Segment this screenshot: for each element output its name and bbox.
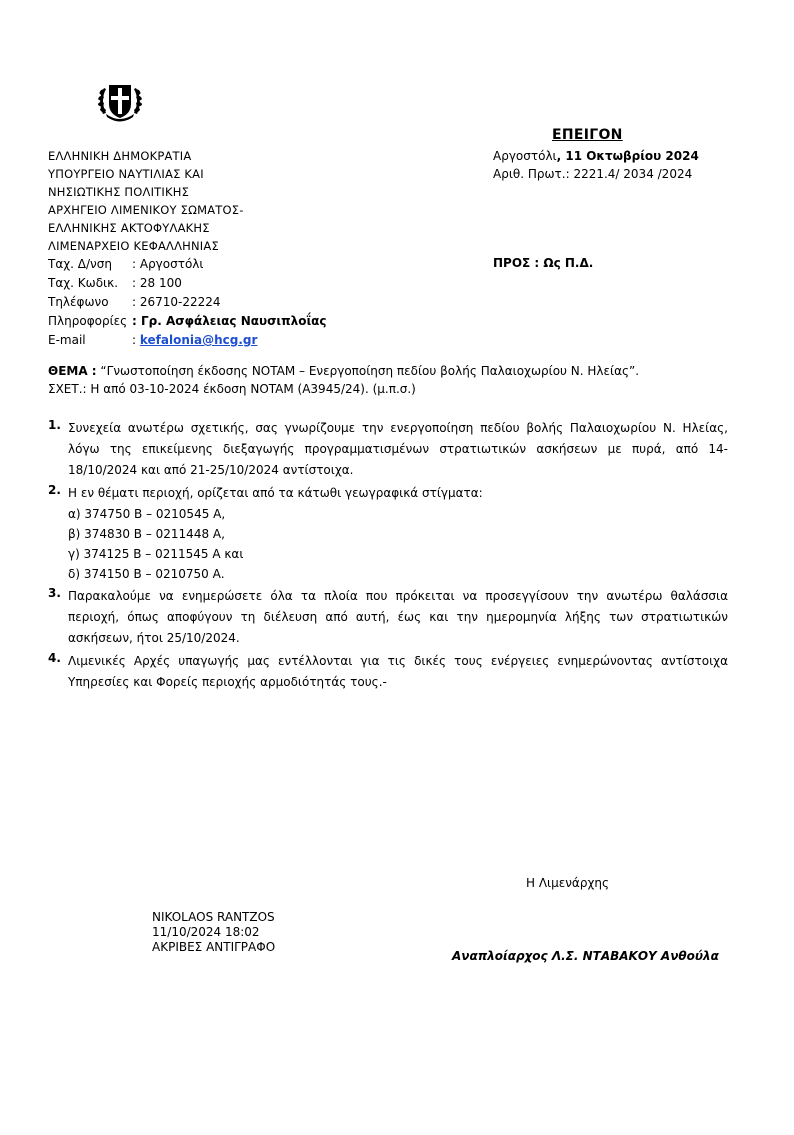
subject-block — [48, 362, 639, 398]
item-text: Λιμενικές Αρχές υπαγωγής μας εντέλλονται για τις δικές τους ενέργειες ενημερώνοντας αντίστοιχα Υπηρεσίες και Φορείς περιοχής αρμοδιότητάς τους.- — [68, 654, 728, 689]
item-number: 1. — [48, 418, 61, 432]
coordinate-point: β) 374830 Β – 0211448 Α, — [68, 527, 225, 541]
urgent-label: ΕΠΕΙΓΟΝ — [552, 127, 623, 143]
email-prefix: : — [132, 333, 140, 347]
item-number: 2. — [48, 483, 61, 497]
header-line: ΝΗΣΙΩΤΙΚΗΣ ΠΟΛΙΤΙΚΗΣ — [48, 185, 190, 199]
header-line: ΛΙΜΕΝΑΡΧΕΙΟ ΚΕΦΑΛΛΗΝΙΑΣ — [48, 239, 219, 253]
issuer-header — [48, 147, 244, 255]
item-text: Παρακαλούμε να ενημερώσετε όλα τα πλοία που πρόκειται να προσεγγίσουν την ανωτέρω θαλάσσια περιοχή, όπως αποφύγουν τη διέλευση από αυτή, έως και την ημερομηνία λήξης των στρατιωτικών ασκήσεων, ήτοι 25/10/2024. — [68, 589, 728, 645]
signature-title: Η Λιμενάρχης — [526, 876, 610, 890]
contact-value: : 26710-22224 — [132, 295, 221, 309]
subject-line — [48, 362, 639, 380]
item-number: 3. — [48, 586, 61, 600]
header-line: ΕΛΛΗΝΙΚΗ ΔΗΜΟΚΡΑΤΙΑ — [48, 149, 192, 163]
contact-postcode — [48, 274, 326, 293]
contact-label: E-mail — [48, 333, 86, 347]
list-item — [48, 483, 728, 584]
coordinate-point: δ) 374150 Β – 0210750 Α. — [68, 567, 225, 581]
body-list — [48, 418, 728, 693]
contact-email — [48, 331, 326, 350]
signer-name: Αναπλοίαρχος Λ.Σ. ΝΤΑΒΑΚΟΥ Ανθούλα — [452, 949, 719, 963]
protocol-number: Αριθ. Πρωτ.: 2221.4/ 2034 /2024 — [493, 167, 693, 181]
stamp-line: 11/10/2024 18:02 — [152, 925, 260, 939]
contact-label: Ταχ. Δ/νση — [48, 257, 112, 271]
subject-label: ΘΕΜΑ : — [48, 364, 97, 378]
item-text: Συνεχεία ανωτέρω σχετικής, σας γνωρίζουμε την ενεργοποίηση πεδίου βολής Παλαιοχωρίου Ν. Ηλείας, λόγω της επικείμενης διεξαγωγής προγραμματισμένων στρατιωτικών ασκήσεων με πυρά, από 14-18/10/2024 και από 21-25/10/2024 αντίστοιχα. — [68, 421, 728, 477]
contact-value: : 28 100 — [132, 276, 182, 290]
contact-info — [48, 312, 326, 331]
contact-value: : Αργοστόλι — [132, 257, 204, 271]
list-item — [48, 418, 728, 481]
coordinate-point: α) 374750 Β – 0210545 Α, — [68, 507, 226, 521]
coordinate-point: γ) 374125 Β – 0211545 Α και — [68, 547, 244, 561]
contact-address — [48, 255, 326, 274]
list-item — [48, 651, 728, 693]
header-line: ΑΡΧΗΓΕΙΟ ΛΙΜΕΝΙΚΟΥ ΣΩΜΑΤΟΣ- — [48, 203, 244, 217]
greek-coat-of-arms-icon — [93, 76, 147, 130]
contact-phone — [48, 293, 326, 312]
item-number: 4. — [48, 651, 61, 665]
item-text: Η εν θέματι περιοχή, ορίζεται από τα κάτωθι γεωγραφικά στίγματα: — [68, 486, 483, 500]
place-date — [493, 147, 699, 165]
contact-value: : Γρ. Ασφάλειας Ναυσιπλοΐας — [132, 314, 327, 328]
stamp-line: NIKOLAOS RANTZOS — [152, 910, 275, 924]
related-line: ΣΧΕΤ.: Η από 03-10-2024 έκδοση NOTAM (A3945/24). (μ.π.σ.) — [48, 382, 416, 396]
contact-label: Τηλέφωνο — [48, 295, 109, 309]
contact-block — [48, 255, 326, 350]
stamp-line: ΑΚΡΙΒΕΣ ΑΝΤΙΓΡΑΦΟ — [152, 940, 276, 954]
email-link[interactable]: kefalonia@hcg.gr — [139, 333, 258, 347]
subject-text: “Γνωστοποίηση έκδοσης NOTAM – Ενεργοποίηση πεδίου βολής Παλαιοχωρίου Ν. Ηλείας”. — [96, 364, 640, 378]
place: Αργοστόλι — [493, 149, 557, 163]
digital-signature-stamp — [152, 910, 275, 955]
date-protocol-block — [493, 147, 699, 183]
list-item — [48, 586, 728, 649]
header-line: ΕΛΛΗΝΙΚΗΣ ΑΚΤΟΦΥΛΑΚΗΣ — [48, 221, 210, 235]
header-line: ΥΠΟΥΡΓΕΙΟ ΝΑΥΤΙΛΙΑΣ ΚΑΙ — [48, 167, 204, 181]
contact-label: Πληροφορίες — [48, 314, 128, 328]
contact-label: Ταχ. Κωδικ. — [48, 276, 119, 290]
date: , 11 Οκτωβρίου 2024 — [556, 149, 699, 163]
recipient: ΠΡΟΣ : Ως Π.Δ. — [493, 256, 594, 270]
